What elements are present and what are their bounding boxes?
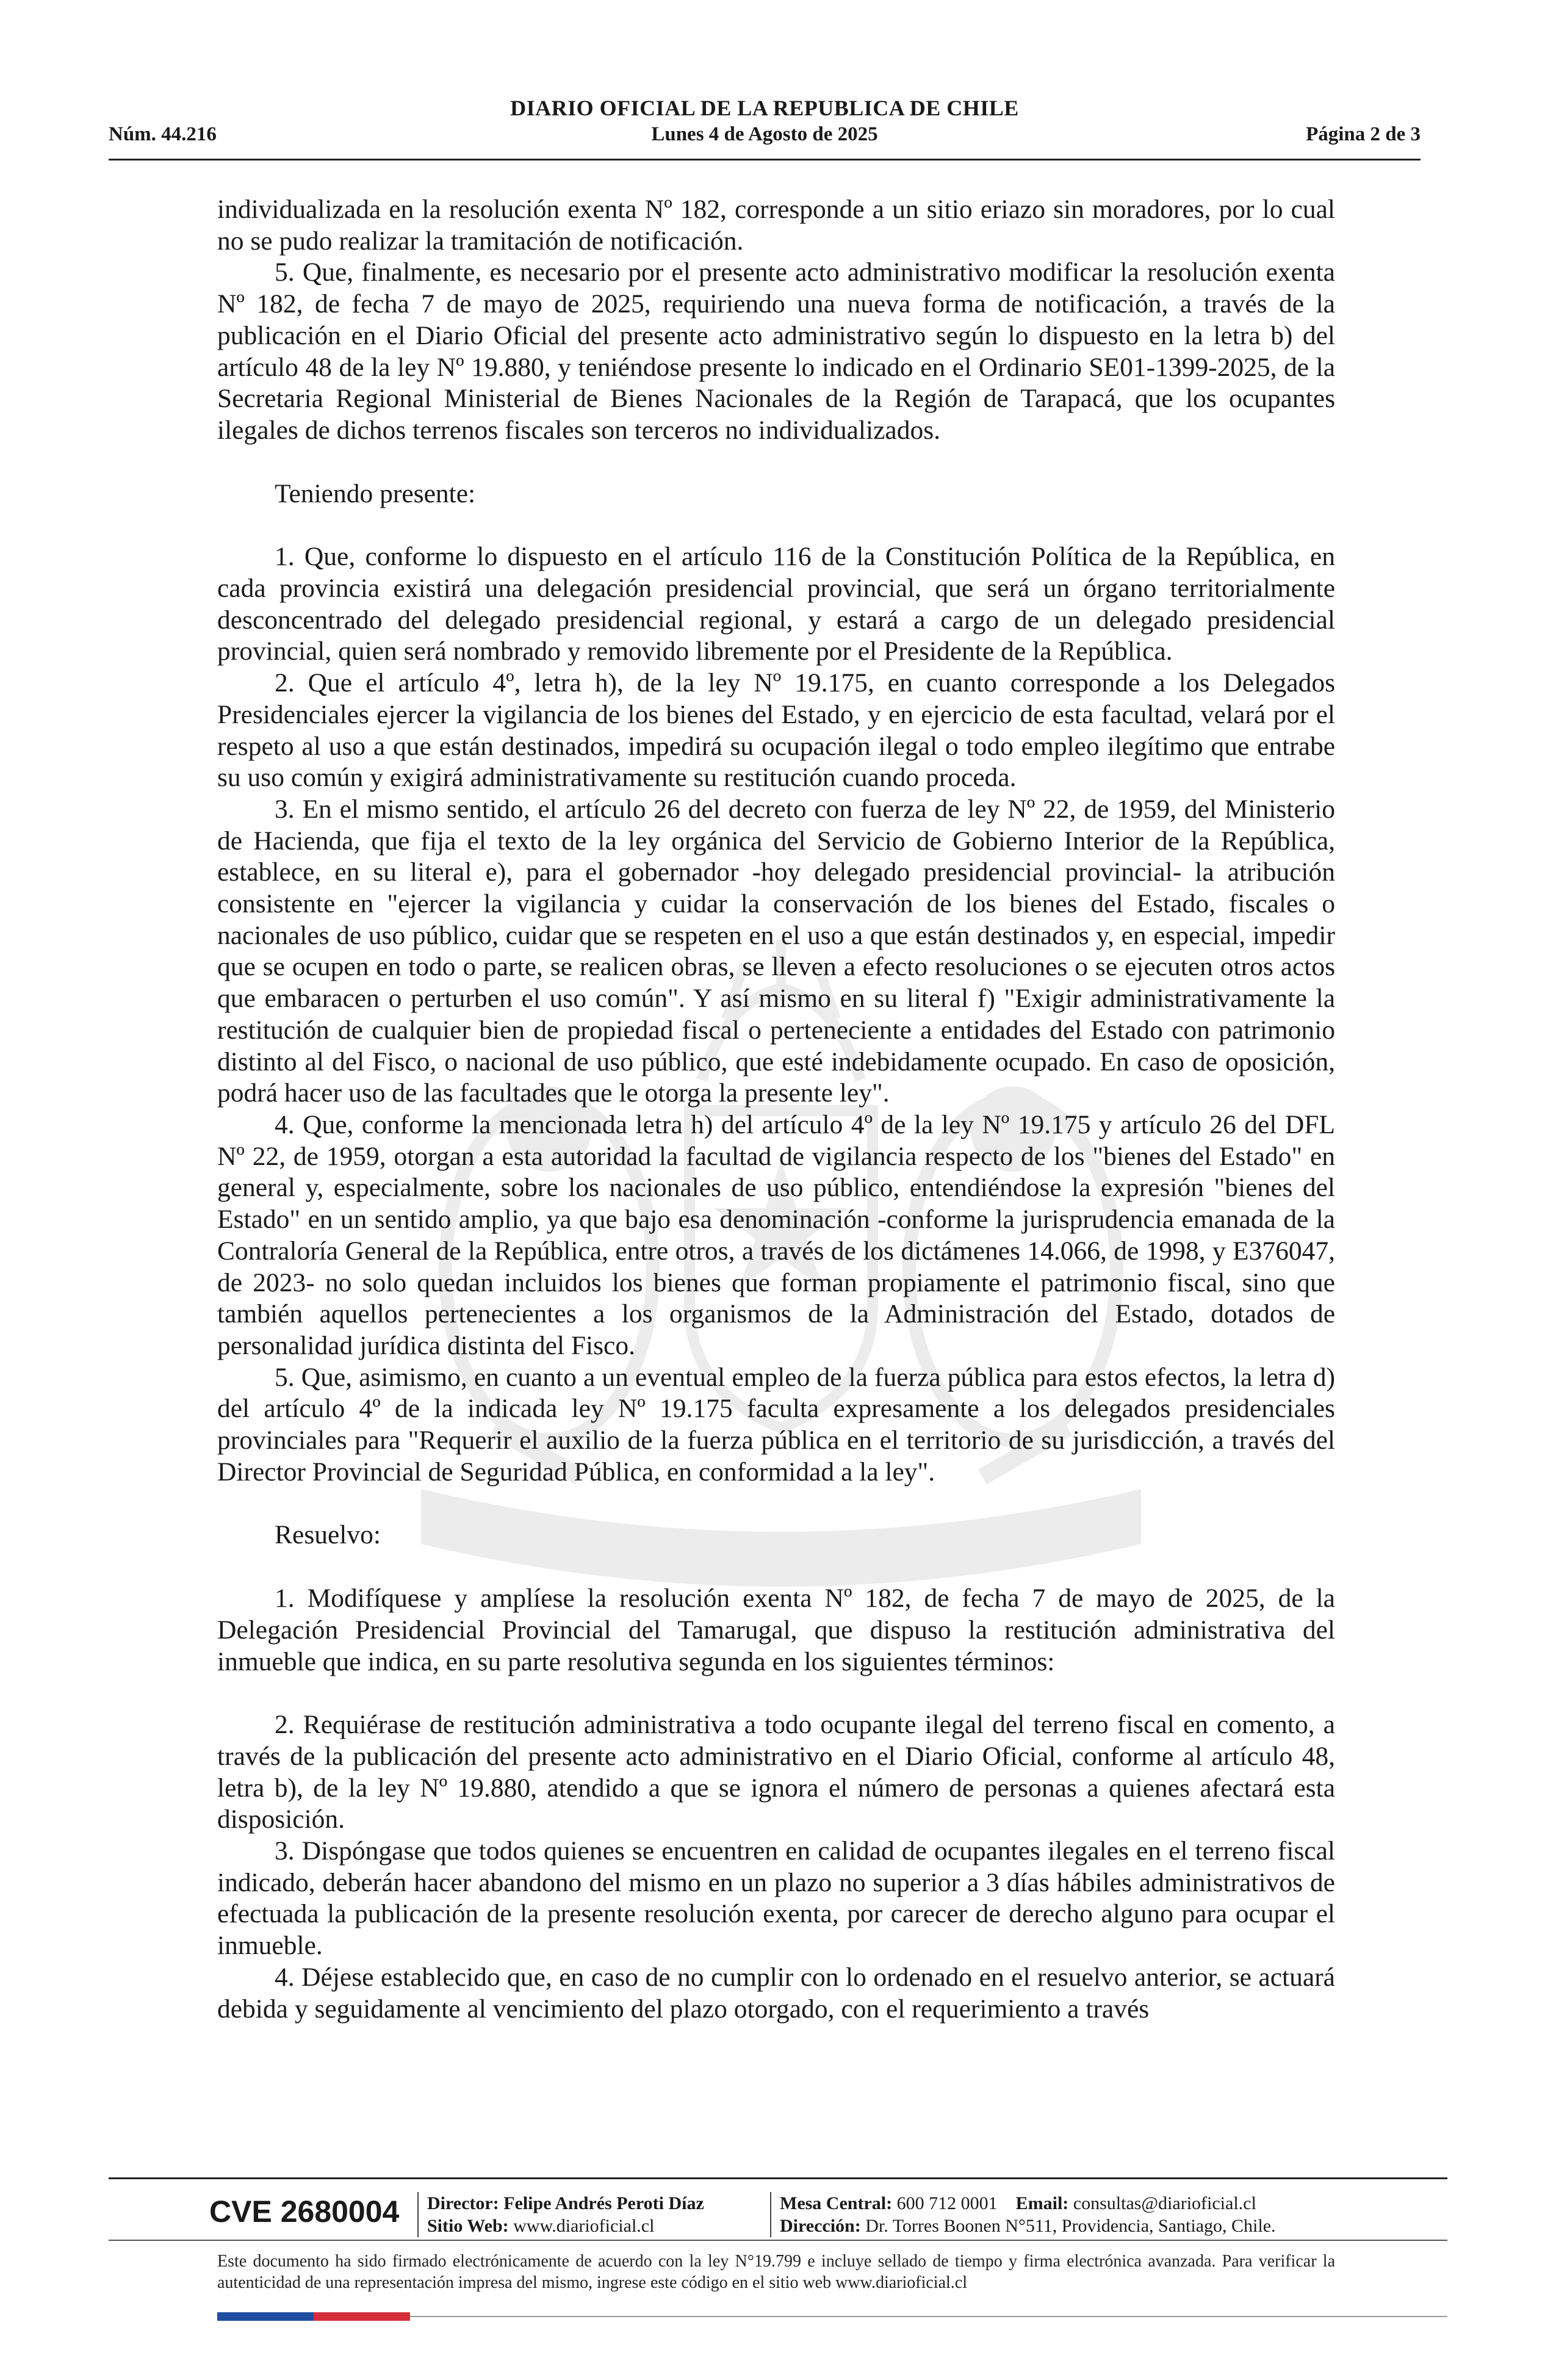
address-label: Dirección: [780, 2216, 861, 2236]
director-label: Director: [427, 2193, 499, 2213]
bottom-divider [410, 2316, 1447, 2317]
phone-label: Mesa Central: [780, 2193, 893, 2213]
paragraph: 1. Que, conforme lo dispuesto en el artículo 116 de la Constitución Política de la República, en cada provincia existirá una delegación presidencial provincial, que será un órgano territorialmente desconcentrado del delegado presidencial regional, y estará a cargo de un delegado presidencial provincial, quien será nombrado y removido libremente por el Presidente de la República. [217, 542, 1335, 666]
phone-number: 600 712 0001 [896, 2193, 998, 2213]
footer-divider [109, 2177, 1447, 2179]
footer-contact-block [770, 2192, 1276, 2237]
page-number: Página 2 de 3 [1306, 123, 1421, 145]
paragraph: 5. Que, asimismo, en cuanto a un eventual empleo de la fuerza pública para estos efectos, la letra d) del artículo 4º de la indicada ley Nº 19.175 faculta expresamente a los delegados presidenciales provinciales para "Requerir el auxilio de la fuerza pública en el territorio de su jurisdicción, a través del Director Provincial de Seguridad Pública, en conformidad a la ley". [217, 1362, 1335, 1487]
paragraph: 2. Requiérase de restitución administrativa a todo ocupante ilegal del terreno fiscal en comento, a través de la publicación del presente acto administrativo en el Diario Oficial, conforme al artículo 48, letra b), de la ley Nº 19.880, atendido a que se ignora el número de personas a quienes afectará esta disposición. [217, 1710, 1335, 1834]
director-name: Felipe Andrés Peroti Díaz [503, 2193, 704, 2213]
document-body [217, 194, 1335, 2025]
cve-code: CVE 2680004 [209, 2194, 400, 2229]
email-address: consultas@diarioficial.cl [1073, 2193, 1256, 2213]
paragraph: 1. Modifíquese y amplíese la resolución exenta Nº 182, de fecha 7 de mayo de 2025, de la Delegación Presidencial Provincial del Tamarugal, que dispuso la restitución administrativa del inmueble que indica, en su parte resolutiva segunda en los siguientes términos: [217, 1584, 1335, 1676]
footer-director-block [417, 2192, 704, 2237]
site-label: Sitio Web: [427, 2216, 509, 2236]
site-url: www.diarioficial.cl [513, 2216, 655, 2236]
page-footer [109, 2185, 1447, 2246]
address-value: Dr. Torres Boonen N°511, Providencia, Santiago, Chile. [865, 2216, 1276, 2236]
paragraph: 4. Que, conforme la mencionada letra h) del artículo 4º de la ley Nº 19.175 y artículo 26 del DFL Nº 22, de 1959, otorgan a esta autoridad la facultad de vigilancia respecto de los "bienes del Estado" en general y, especialmente, sobre los nacionales de uso público, entendiéndose la expresión "bienes del Estado" en un sentido amplio, ya que bajo esa denominación -conforme la jurisprudencia emanada de la Contraloría General de la República, entre otros, a través de los dictámenes 14.066, de 1998, y E376047, de 2023- no solo quedan incluidos los bienes que forman propiamente el patrimonio fiscal, sino que también aquellos pertenecientes a los organismos de la Administración del Estado, dotados de personalidad jurídica distinta del Fisco. [217, 1109, 1335, 1360]
email-label: Email: [1015, 2193, 1069, 2213]
paragraph: 3. Dispóngase que todos quienes se encuentren en calidad de ocupantes ilegales en el terreno fiscal indicado, deberán hacer abandono del mismo en un plazo no superior a 3 días hábiles administrativos de efectuada la publicación de la presente resolución exenta, por carecer de derecho alguno para ocupar el inmueble. [217, 1836, 1335, 1961]
legal-notice: Este documento ha sido firmado electrónicamente de acuerdo con la ley N°19.799 e incluye sellado de tiempo y firma electrónica avanzada. Para verificar la autenticidad de una representación impresa del mismo, ingrese este código en el sitio web www.diarioficial.cl [217, 2252, 1335, 2292]
section-heading: Teniendo presente: [275, 478, 476, 508]
paragraph: 5. Que, finalmente, es necesario por el presente acto administrativo modificar la resolución exenta Nº 182, de fecha 7 de mayo de 2025, requiriendo una nueva forma de notificación, a través de la publicación en el Diario Oficial del presente acto administrativo según lo dispuesto en la letra b) del artículo 48 de la ley Nº 19.880, y teniéndose presente lo indicado en el Ordinario SE01-1399-2025, de la Secretaria Regional Ministerial de Bienes Nacionales de la Región de Tarapacá, que los ocupantes ilegales de dichos terrenos fiscales son terceros no individualizados. [217, 258, 1335, 445]
paragraph: 4. Déjese establecido que, en caso de no cumplir con lo ordenado en el resuelvo anterior, se actuará debida y seguidamente al vencimiento del plazo otorgado, con el requerimiento a través [217, 1962, 1335, 2024]
flag-red-segment [314, 2312, 410, 2321]
issue-number: Núm. 44.216 [109, 123, 217, 145]
flag-stripe [217, 2312, 410, 2321]
footer-divider [109, 2240, 1447, 2241]
page-header [109, 92, 1421, 160]
flag-blue-segment [217, 2312, 314, 2321]
paragraph: individualizada en la resolución exenta Nº 182, corresponde a un sitio eriazo sin moradores, por lo cual no se pudo realizar la tramitación de notificación. [217, 195, 1335, 256]
paragraph: 2. Que el artículo 4º, letra h), de la ley Nº 19.175, en cuanto corresponde a los Delegados Presidenciales ejercer la vigilancia de los bienes del Estado, y en ejercicio de esta facultad, velará por el respeto al uso a que están destinados, impedirá su ocupación ilegal o todo empleo ilegítimo que entrabe su uso común y exigirá administrativamente su restitución cuando proceda. [217, 668, 1335, 793]
gazette-title: DIARIO OFICIAL DE LA REPUBLICA DE CHILE [510, 96, 1019, 120]
paragraph: 3. En el mismo sentido, el artículo 26 del decreto con fuerza de ley Nº 22, de 1959, del Ministerio de Hacienda, que fija el texto de la ley orgánica del Servicio de Gobierno Interior de la República, establece, en su literal e), para el gobernador -hoy delegado presidencial provincial- la atribución consistente en "ejercer la vigilancia y cuidar la conservación de los bienes del Estado, fiscales o nacionales de uso público, cuidar que se respeten en el uso a que están destinados y, en especial, impedir que se ocupen en todo o parte, se realicen obras, se lleven a efecto resoluciones o se ejecuten otros actos que embaracen o perturben el uso común". Y así mismo en su literal f) "Exigir administrativamente la restitución de cualquier bien de propiedad fiscal o perteneciente a entidades del Estado con patrimonio distinto al del Fisco, o nacional de uso público, que esté indebidamente ocupado. En caso de oposición, podrá hacer uso de las facultades que le otorga la presente ley". [217, 794, 1335, 1108]
issue-date: Lunes 4 de Agosto de 2025 [651, 123, 878, 145]
section-heading: Resuelvo: [275, 1520, 381, 1550]
